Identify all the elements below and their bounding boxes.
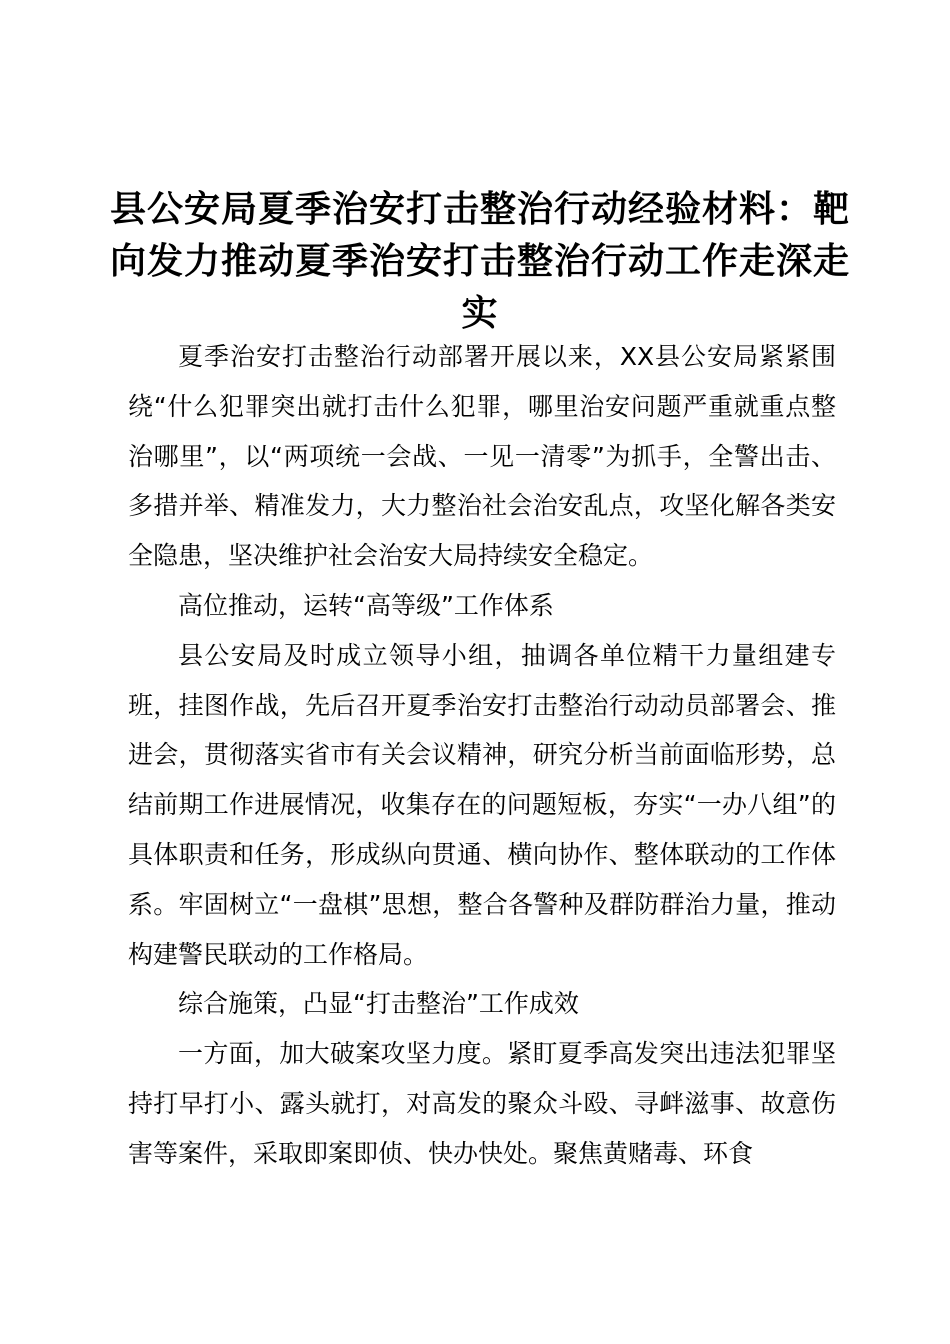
intro-paragraph: 夏季治安打击整治行动部署开展以来，XX县公安局紧紧围绕“什么犯罪突出就打击什么犯罪，哪里治安问题严重就重点整治哪里”，以“两项统一会战、一见一清零”为抓手，全警出击、多措并举、精准发力，大力整治社会治安乱点，攻坚化解各类安全隐患，坚决维护社会治安大局持续安全稳定。 — [128, 342, 836, 571]
body-paragraph: 一方面，加大破案攻坚力度。紧盯夏季高发突出违法犯罪坚持打早打小、露头就打，对高发的聚众斗殴、寻衅滋事、故意伤害等案件，采取即案即侦、快办快处。聚焦黄赌毒、环食 — [128, 1039, 836, 1168]
body-paragraph: 县公安局及时成立领导小组，抽调各单位精干力量组建专班，挂图作战，先后召开夏季治安打击整治行动动员部署会、推进会，贯彻落实省市有关会议精神，研究分析当前面临形势，总结前期工作进展情况，收集存在的问题短板，夯实“一办八组”的具体职责和任务，形成纵向贯通、横向协作、整体联动的工作体系。牢固树立“一盘棋”思想，整合各警种及群防群治力量，推动构建警民联动的工作格局。 — [128, 640, 836, 969]
document-title: 县公安局夏季治安打击整治行动经验材料：靶向发力推动夏季治安打击整治行动工作走深走实 — [110, 189, 851, 334]
section-heading: 综合施策，凸显“打击整治”工作成效 — [178, 989, 579, 1019]
section-heading: 高位推动，运转“高等级”工作体系 — [178, 590, 554, 620]
document-body — [128, 332, 836, 1179]
